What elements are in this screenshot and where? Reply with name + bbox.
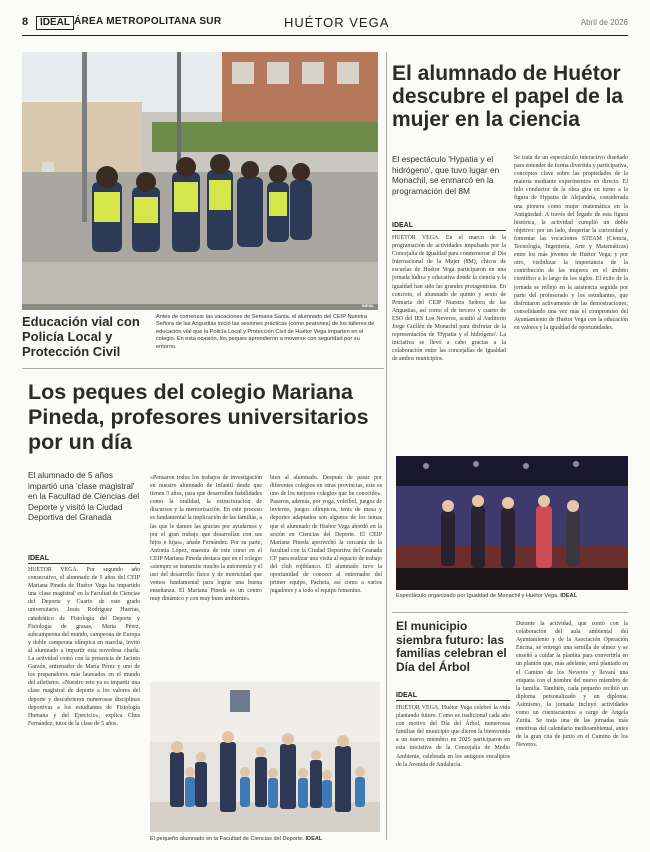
road-safety-heading: Educación vial con Policía Local y Protección Civil: [22, 314, 140, 359]
section-divider: [392, 612, 628, 613]
peques-column-2: «Pensaron todos los trabajos de investigación en nuestro alumnado de Infantil desde que tienen 3 años, para que desarrollen habilidades como la oralidad, la estructuración de discursos y la memorización. En este proceso es fundamental la implicación de las familias, a las que le damos las gracias por ayudarnos y por el gran trabajo que desarrollan con sus hijos e hijas», añade Fernández. Por su parte, Antonia López, maestra de este curso en el CEIP Mariana Pineda destaca que en el colegio «siempre se transmite mucho la autonomía y el uso del desarrollo físico y de motricidad que vemos fundamental para lograr una buena enseñanza. El Mariana Pineda es un centro muy dinámico y con muy buen ambiente».: [150, 475, 262, 603]
kids-illustration: [150, 682, 380, 832]
arbol-column-1: HUÉTOR VEGA. Huétor Vega celebró la vida plantando futuro. Como es tradicional cada año con motivo del Día del Árbol, numerosas familias del municipio que dieron la bienvenida a un nuevo miembro en 2025 participaron en esta iniciativa de la Concejalía de Medio Ambiente, celebrada en los antiguos eucaliptos de la Avenida de Andalucía.: [396, 705, 510, 768]
road-safety-caption: Antes de comenzar las vacaciones de Semana Santa, el alumnado del CEIP Nuestra Señora de las Angustias inició las sesiones prácticas (como peatones) de los talleres de educación vial que la Policía Local y Protección Civil de Huétor Vega imparten en el colegio. En esta ocasión, los peques aprendieron a moverse con seguridad por su entorno.: [156, 314, 375, 350]
theater-caption-text: Espectáculo organizado por Igualdad de Monachil y Huétor Vega.: [396, 593, 559, 599]
science-headline: El alumnado de Huétor descubre el papel de la mujer en la ciencia: [392, 62, 624, 131]
theater-caption: [396, 593, 628, 600]
town-name: HUÉTOR VEGA: [284, 15, 390, 30]
theater-illustration: [396, 456, 628, 590]
theater-photo: [396, 456, 628, 590]
arbol-headline: El municipio siembra futuro: las familias celebran el Día del Árbol: [396, 619, 507, 674]
peques-column-1: HUÉTOR VEGA. Por segundo año consecutivo, el alumnado de 5 años del CEIP Mariana Pineda de Huétor Vega ha impartido una 'clase magistral' en la Facultad de Ciencias del Deporte y Cuarto de este grado universitario. Jesús Rodríguez Huertas, catedrático de Fisiología del Deporte y Fisiología de grasas, Marta Pérez, subcampeona del mundo, campeona de Europa y doble campeona olímpica en marcha, invitó al alumnado a impartir esta novedosa charla. La actividad contó con la presencia de Jacinto Garzón, entrenador de María Pérez y uno de los preparadores más laureados en el mundo del atletismo. «Nuestro reto ya es impartir una clase magistral de deporte a los valores del deporte y descubrieron numerosas disciplinas deportivas a los estudiantes de Fisiología Humana y del Ejercicio», explica Chus Fernández, tutor de la clase de 5 años.: [28, 567, 140, 727]
peques-headline: Los peques del colegio Mariana Pineda, profesores universitarios por un día: [28, 380, 369, 454]
arbol-byline: IDEAL: [396, 692, 510, 701]
kids-photo: [150, 682, 380, 832]
kids-caption-text: El pequeño alumnado en la Facultad de Ciencias del Deporte.: [150, 836, 304, 842]
road-safety-photo: [22, 52, 378, 310]
page-header: [22, 14, 628, 36]
science-byline: IDEAL: [392, 222, 506, 231]
peques-subhead: El alumnado de 5 años impartió una 'clase magistral' en la Facultad de Ciencias del Deporte y visitó la Ciudad Deportiva del Granada: [28, 470, 140, 523]
peques-column-3: bien al alumnado. Después de pasar por diferentes colegios en otras provincias, este es uno de los mejores colegios que he conocido». Pasaron, además, por yoga, voleibol, juegos de invierno, juegos olímpicos, tenis de mesa y deportes adaptados son algunos de los temas que el alumnado de Huétor Vega abordó en la sesión en Ciencias del Deporte. El CEIP Mariana Pineda aprovechó la cercanía de la facultad con la Ciudad Deportiva del Granada CF para realizar una visita al espacio de trabajo del club rojiblanco. El alumnado tuvo la oportunidad de conocer al entrenador del primer equipo, Pacheta, así como a varios jugadores y a todo el equipo femenino.: [270, 475, 382, 595]
kids-caption: [150, 836, 380, 843]
photo-credit: IDEAL: [362, 303, 374, 308]
issue-date: Abril de 2026: [580, 18, 628, 27]
photo-credit: IDEAL: [560, 593, 577, 599]
section-tag: IDEAL: [36, 16, 74, 30]
column-divider: [386, 52, 387, 840]
science-subhead: El espectáculo 'Hypatia y el hidrógeno', que tuvo lugar en Monachil, se enmarcó en la programación del 8M: [392, 154, 500, 196]
section-divider: [22, 368, 384, 369]
science-column-1: HUÉTOR VEGA. En el marco de la programación de actividades impulsada por la Concejalía de Igualdad para conmemorar el Día Internacional de la Mujer (8M), chicos de escuelas de Huétor Vega participaron en una jornada lúdica y educativa donde la ciencia y la igualdad han sido las grandes protagonistas. En concreto, el alumnado de quinto y sexto de Primaria del CEIP Nuestra Señora de las Angustias, así como el de tercero y cuarto de ESO del IES Los Neveros, acudió al Auditorio Jorge Guillén de Monachil para disfrutar de la representación de 'Hypatia y el hidrógeno'. La iniciativa se llevó a cabo gracias a la colaboración entre las concejalías de Igualdad de ambos municipios.: [392, 235, 506, 363]
road-safety-illustration: [22, 52, 378, 310]
science-column-2: Se trata de un espectáculo interactivo diseñado para entender de forma divertida y participativa, conceptos clave sobre las propiedades de la materia mediante experimentos en directo. El hilo conductor de la obra gira en torno a la figura de Hypatia de Alejandría, considerada una pionera como mujer matemática en la Antigüedad. A través del legado de esta figura histórica, la actividad cumplió un doble objetivo: por un lado, despertar la curiosidad y fomentar las vocaciones STEAM (Ciencia, Tecnología, Ingeniería, Arte y Matemáticas) entre los más jóvenes de Huétor Vega; y por otro, visibilizar la importancia de la contribución de las mujeres en el ámbito científico a lo largo de los siglos. El éxito de la jornada se reflejó en la asistencia seguida por parte del profesorado y los estudiantes, que disfrutaron activamente de las demostraciones; consolidando una vez más el compromiso del Ayuntamiento de Huétor Vega con la educación en valores y la igualdad de oportunidades.: [514, 155, 628, 331]
page-number: 8: [22, 16, 29, 28]
peques-byline: IDEAL: [28, 555, 140, 564]
section-name: ÁREA METROPOLITANA SUR: [74, 16, 222, 27]
arbol-column-2: Durante la actividad, que contó con la colaboración del aula ambiental del Ayuntamiento y de la Asociación Operación Encina, se entregó una semilla de almez y se enseñó a cuidar la plantita para convertirla en un plantón que, más adelante, será plantado en el Camino de los Neveros y llevará una etiqueta con el nombre del nuevo miembro de la familia. También, cada pequeño recibió un diploma personalizado y un diploma. Asimismo, la jornada incluyó actividades como un cuentacuentos a cargo de Angela Zurita. Se trata una de las jornadas más emotivas del calendario medioambiental, antes de la gran cita de junio en el Camino de los Neveros.: [516, 621, 628, 749]
photo-credit: IDEAL: [305, 836, 323, 842]
